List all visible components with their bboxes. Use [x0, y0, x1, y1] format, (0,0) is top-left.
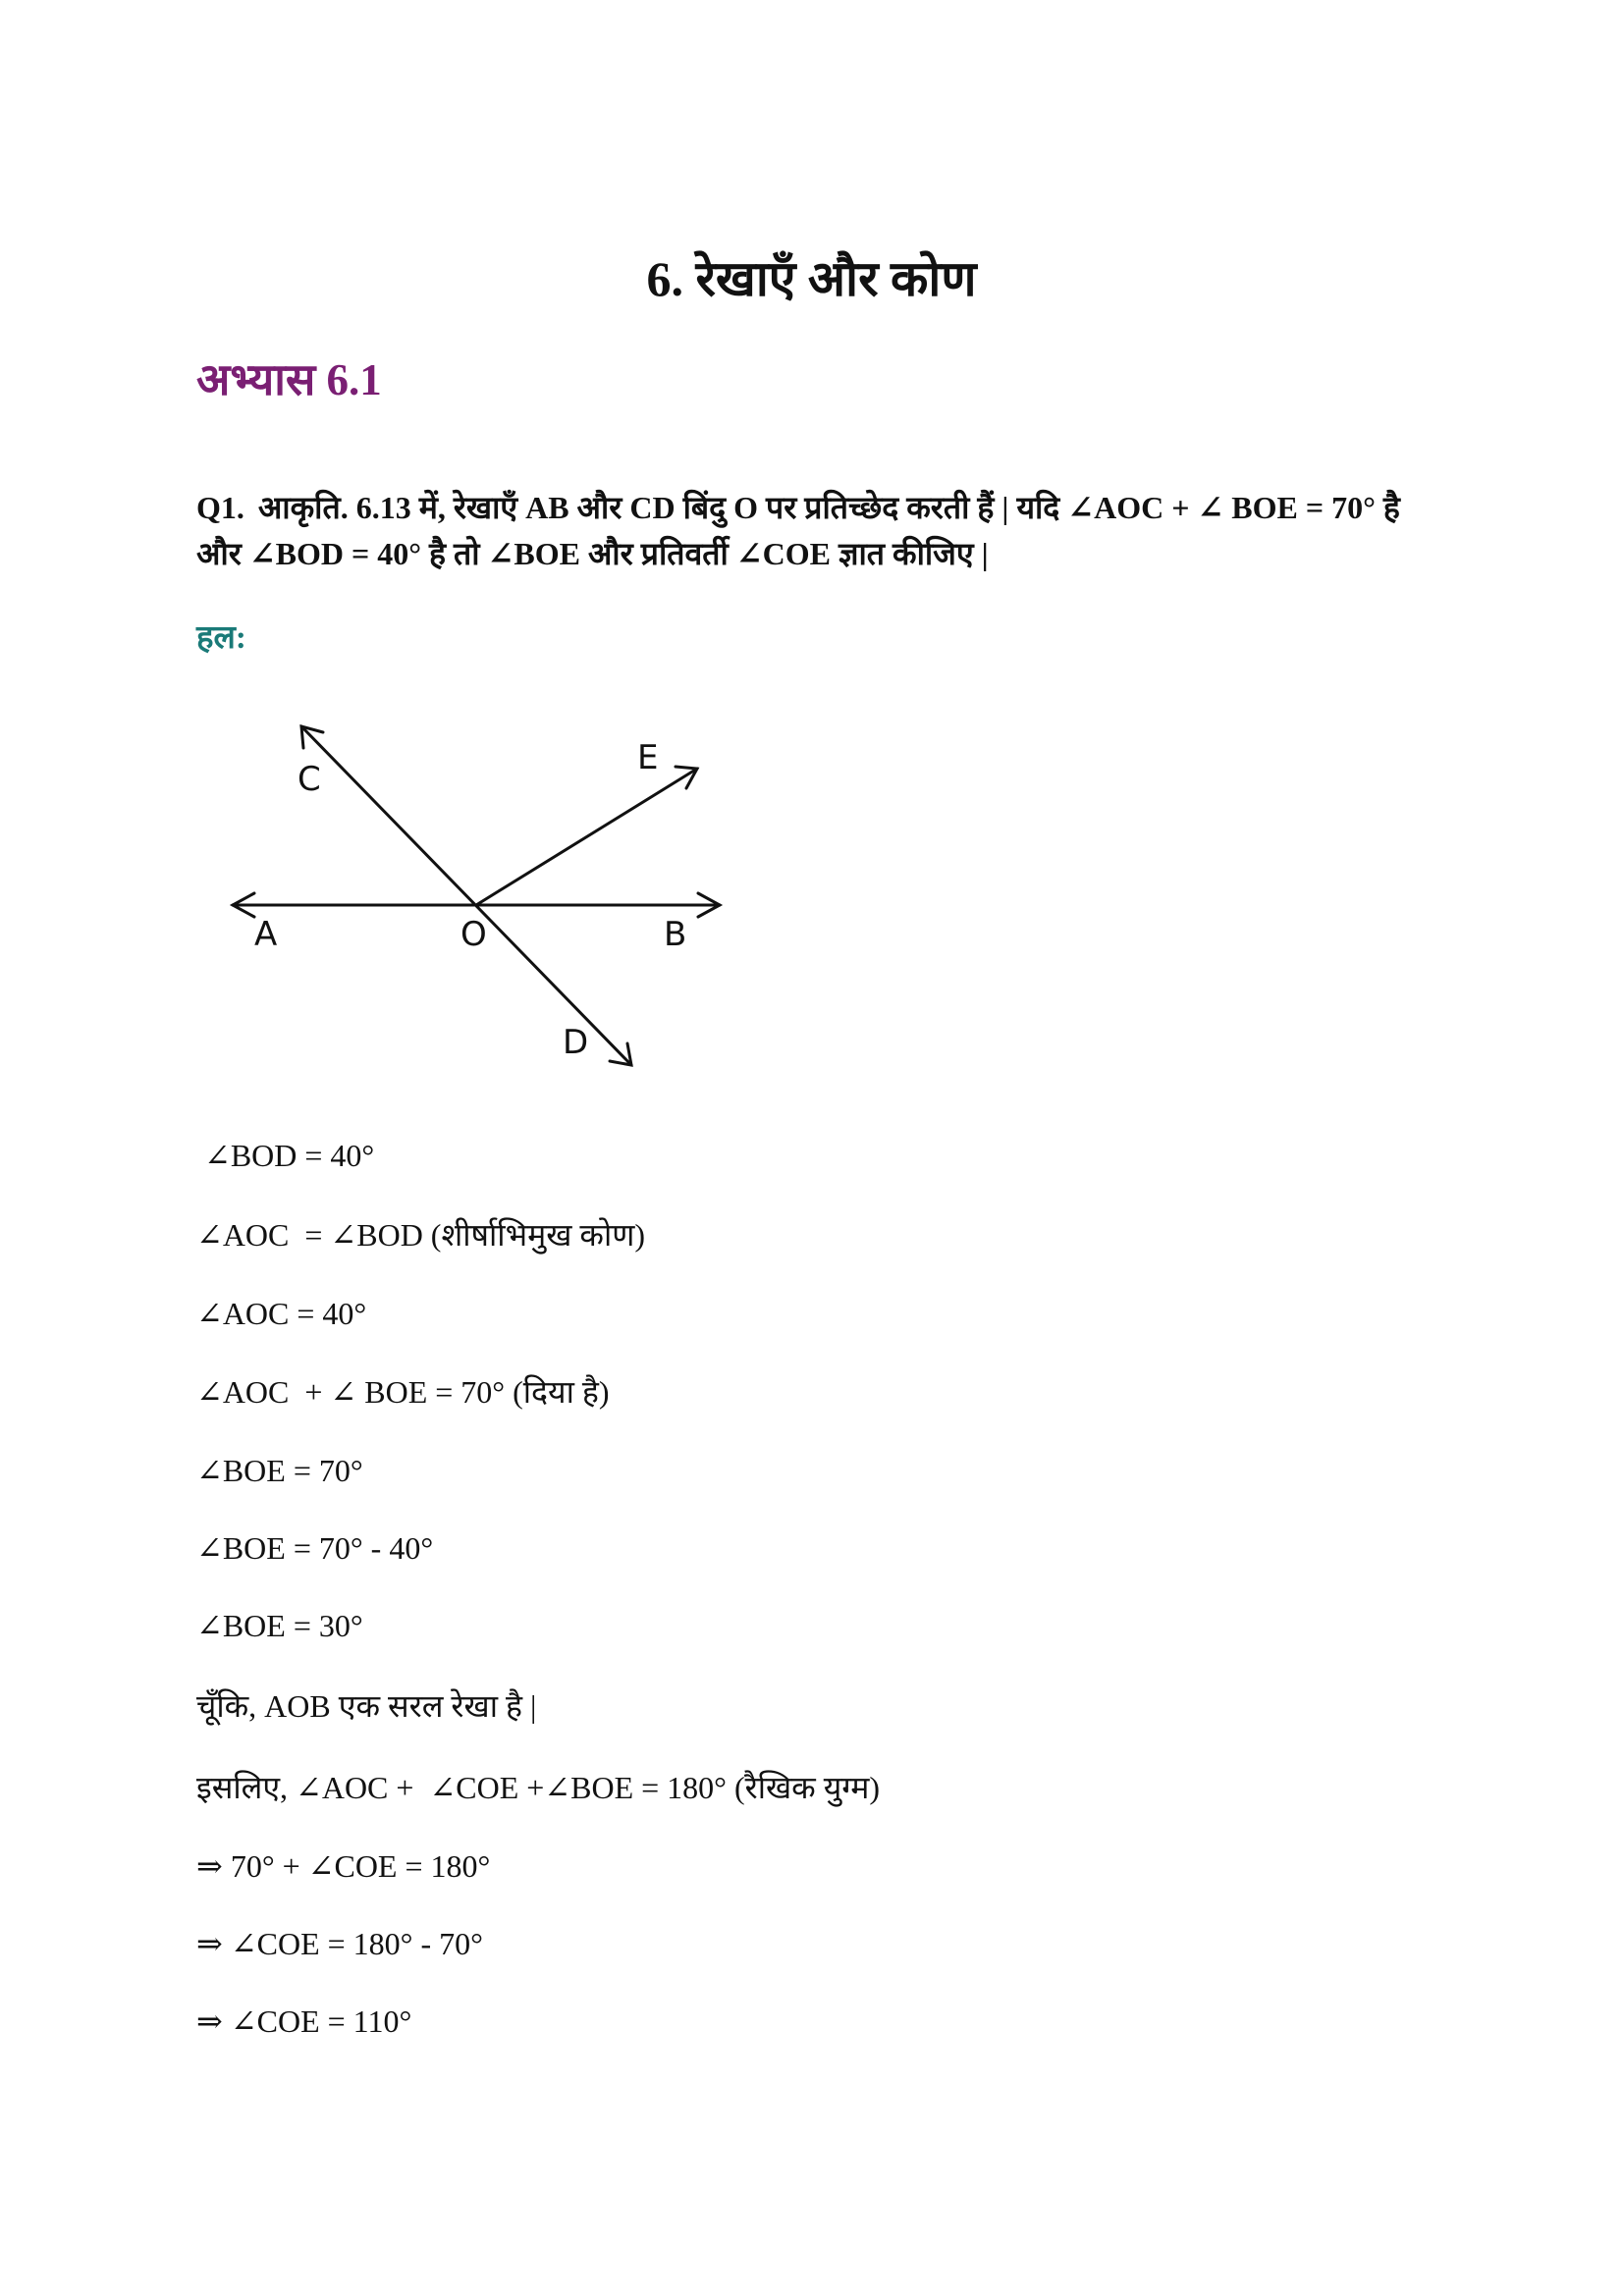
ray-oe — [476, 769, 697, 905]
label-e: E — [637, 738, 659, 777]
exercise-heading: अभ्यास 6.1 — [196, 355, 382, 404]
question — [196, 485, 1443, 577]
solution-step-11: ⇒ ∠COE = 180° - 70° — [196, 1926, 483, 1961]
label-b: B — [664, 915, 687, 954]
geometry-figure — [211, 702, 761, 1075]
solution-step-8: चूँकि, AOB एक सरल रेखा है | — [196, 1688, 537, 1724]
solution-label: हल: — [196, 620, 246, 656]
label-d: D — [563, 1023, 589, 1062]
solution-step-1: ∠BOD = 40° — [196, 1138, 375, 1173]
solution-step-7: ∠BOE = 30° — [196, 1608, 363, 1643]
line-cd — [301, 726, 631, 1065]
solution-step-4: ∠AOC + ∠ BOE = 70° (दिया है) — [196, 1374, 610, 1410]
solution-step-10: ⇒ 70° + ∠COE = 180° — [196, 1848, 491, 1884]
intersecting-lines-diagram — [211, 702, 761, 1075]
solution-step-9: इसलिए, ∠AOC + ∠COE +∠BOE = 180° (रैखिक युग्म) — [196, 1770, 881, 1805]
page-title: 6. रेखाएँ और कोण — [646, 251, 977, 306]
question-text: आकृति. 6.13 में, रेखाएँ AB और CD बिंदु O पर प्रतिच्छेद करती हैं | यदि ∠AOC + ∠ BOE = 70° है और ∠BOD = 40° है तो ∠BOE और प्रतिवर्ती ∠COE ज्ञात कीजिए | — [196, 490, 1400, 571]
label-o: O — [460, 915, 487, 954]
label-a: A — [254, 915, 278, 954]
question-number: Q1. — [196, 490, 244, 525]
solution-step-6: ∠BOE = 70° - 40° — [196, 1530, 434, 1566]
solution-step-3: ∠AOC = 40° — [196, 1296, 367, 1331]
solution-step-12: ⇒ ∠COE = 110° — [196, 2003, 412, 2039]
solution-step-2: ∠AOC = ∠BOD (शीर्षाभिमुख कोण) — [196, 1217, 646, 1253]
label-c: C — [298, 760, 321, 799]
solution-step-5: ∠BOE = 70° — [196, 1453, 363, 1488]
